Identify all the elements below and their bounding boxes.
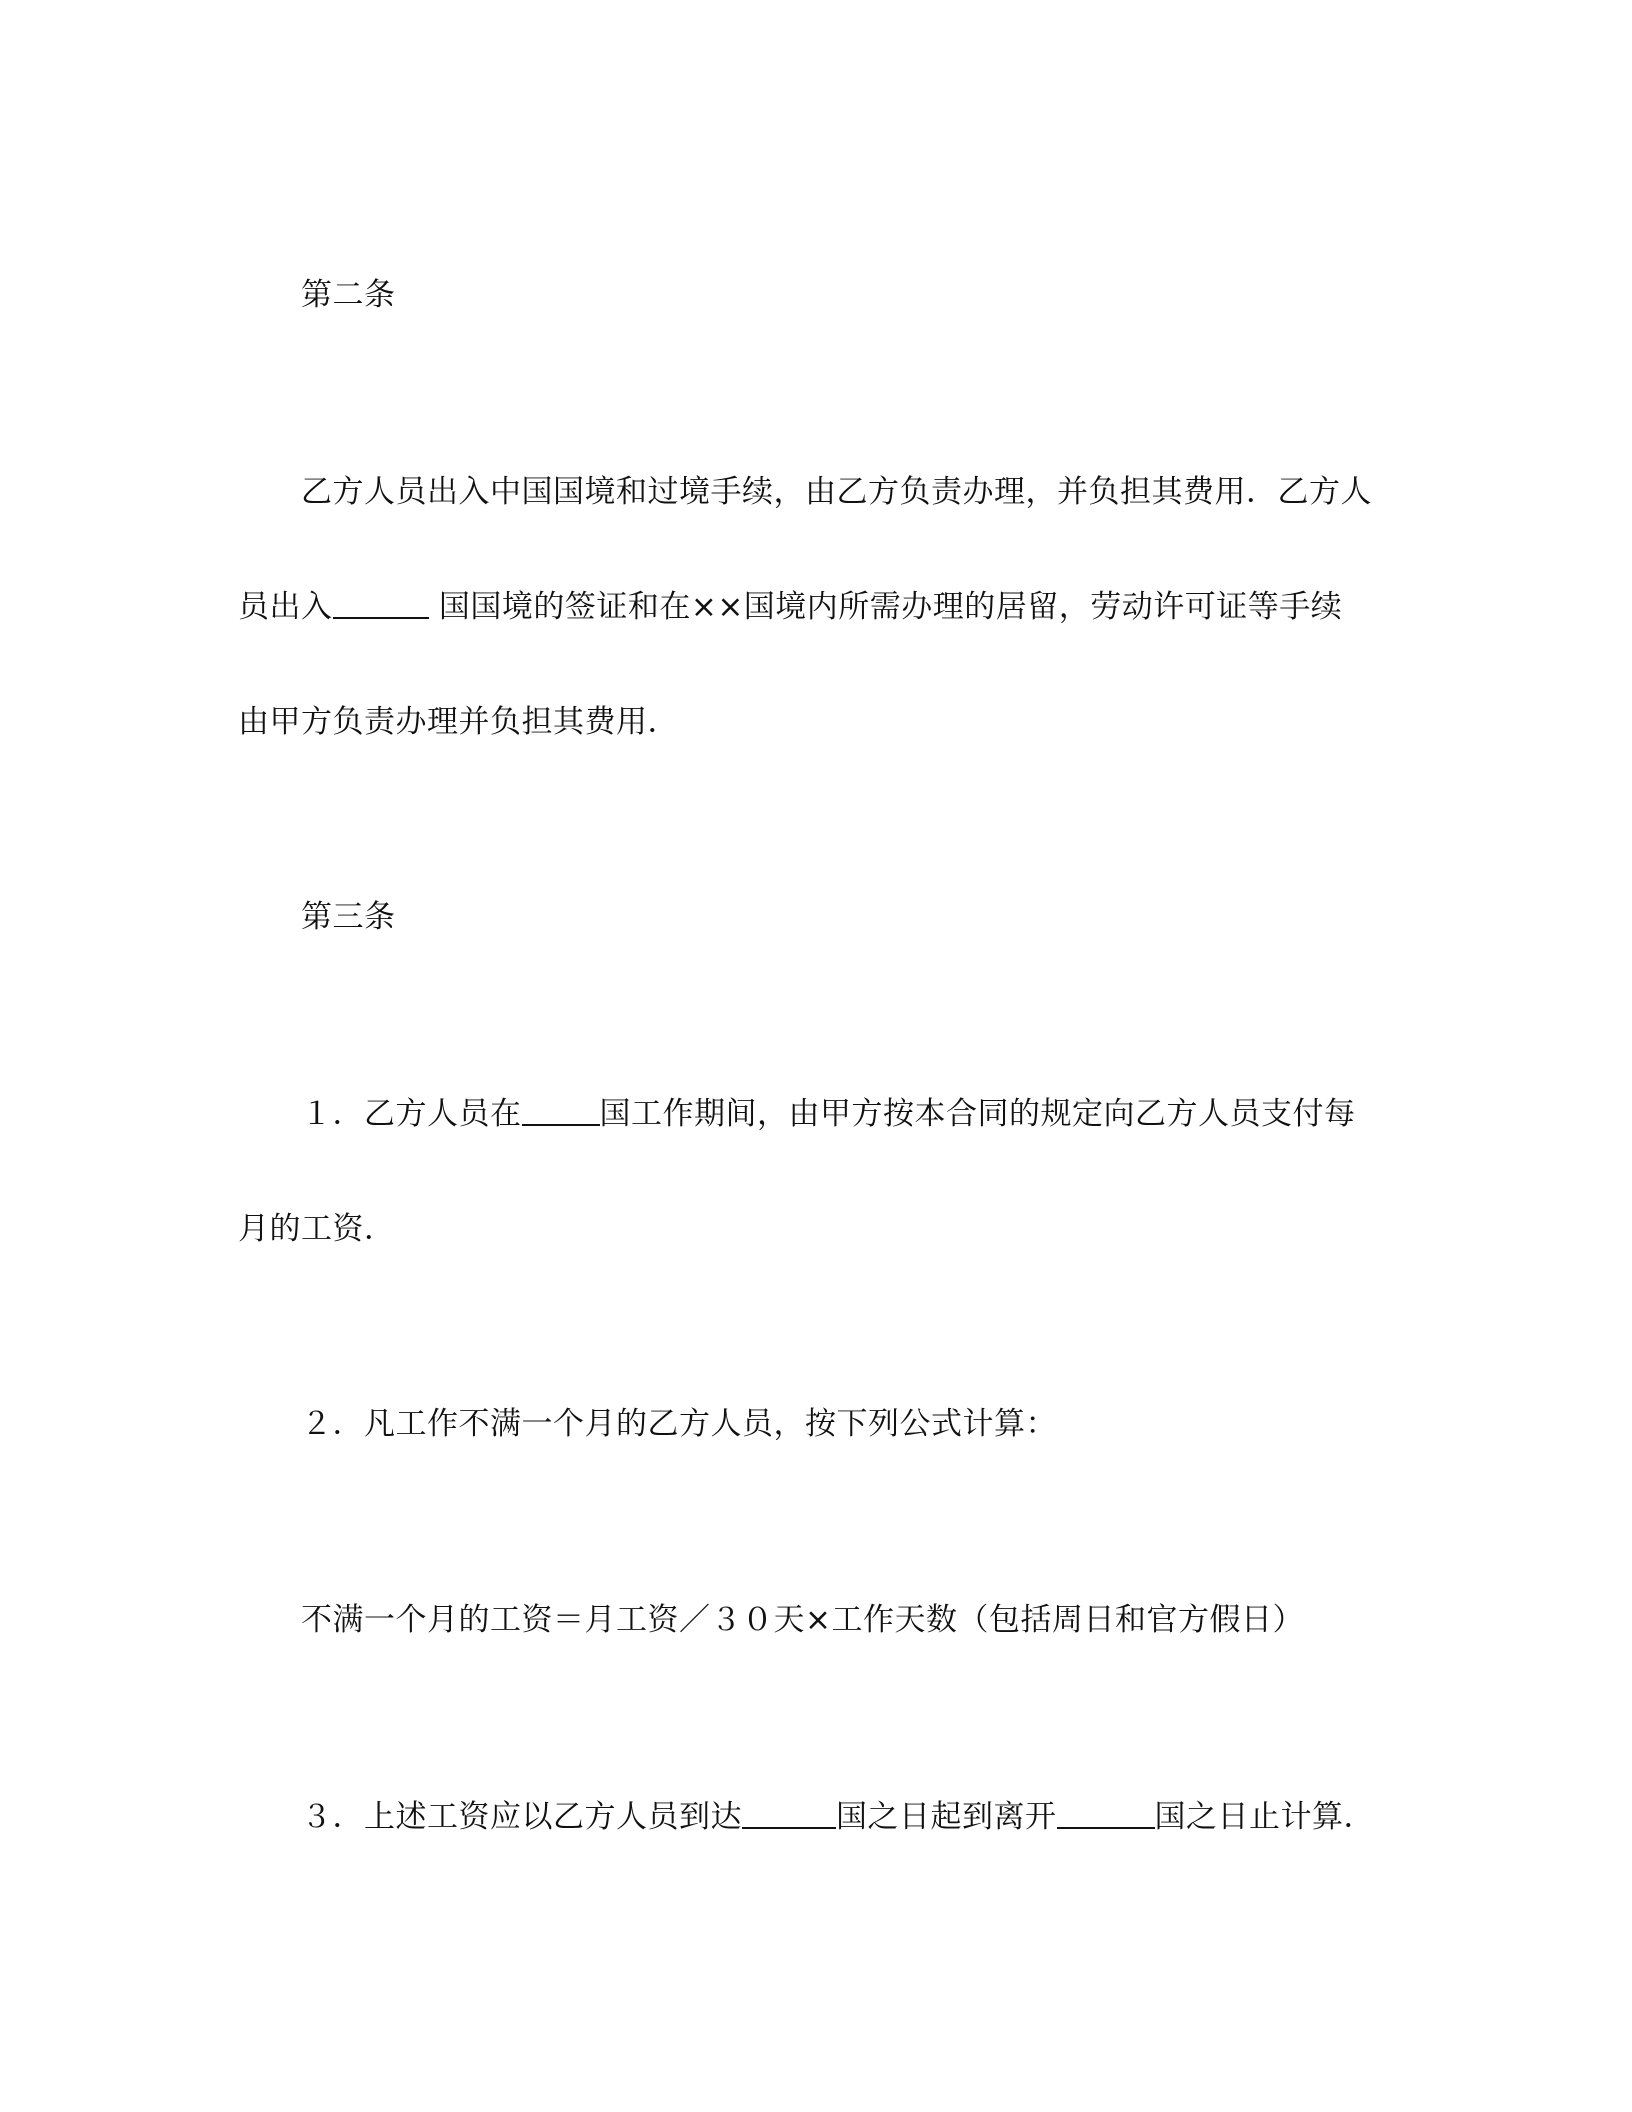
fill-in-blank: [522, 1094, 600, 1126]
article-3-item-1-line-1: [301, 1094, 1356, 1134]
text-segment: １．乙方人员在: [301, 1096, 522, 1132]
text-segment: 国之日止计算．: [1154, 1799, 1375, 1835]
fill-in-blank: [742, 1797, 836, 1829]
article-3-heading: 第三条: [301, 899, 396, 935]
article-3-item-2: ２．凡工作不满一个月的乙方人员，按下列公式计算：: [301, 1406, 1057, 1442]
text-segment: 国国境的签证和在××国境内所需办理的居留，劳动许可证等手续: [428, 589, 1343, 625]
text-segment: 国工作期间，由甲方按本合同的规定向乙方人员支付每: [599, 1096, 1356, 1132]
fill-in-blank: [1057, 1797, 1155, 1829]
text-segment: ３．上述工资应以乙方人员到达: [301, 1799, 742, 1835]
article-3-item-3: [301, 1797, 1375, 1837]
fill-in-blank: [333, 587, 429, 619]
article-3-formula: 不满一个月的工资＝月工资／３０天×工作天数（包括周日和官方假日）: [301, 1602, 1304, 1638]
article-2-paragraph-line-1: 乙方人员出入中国国境和过境手续，由乙方负责办理，并负担其费用．乙方人: [301, 474, 1372, 510]
text-segment: 员出入: [238, 589, 333, 625]
article-2-heading: 第二条: [301, 277, 396, 313]
text-segment: 国之日起到离开: [836, 1799, 1057, 1835]
article-3-item-1-line-2: 月的工资．: [238, 1211, 396, 1247]
article-2-paragraph-line-2: [238, 587, 1342, 627]
article-2-paragraph-line-3: 由甲方负责办理并负担其费用．: [238, 704, 679, 740]
